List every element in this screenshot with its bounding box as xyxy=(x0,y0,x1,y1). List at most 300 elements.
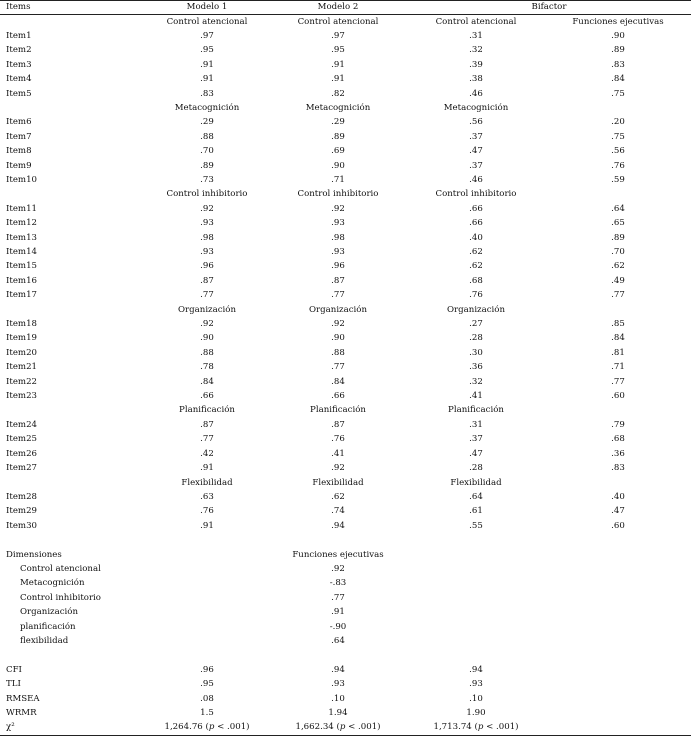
empty-cell xyxy=(407,533,545,547)
table-row xyxy=(0,418,691,432)
loading-bifactor-specific: .62 xyxy=(469,247,483,257)
empty-cell xyxy=(0,403,145,417)
table-row xyxy=(0,490,691,504)
general-factor-label: Funciones ejecutivas xyxy=(572,16,664,27)
loading-model1: .78 xyxy=(200,362,214,373)
loading-bifactor-specific: .30 xyxy=(469,347,483,358)
header-model2: Modelo 2 xyxy=(269,1,407,15)
dimension-loading: -.83 xyxy=(329,578,347,589)
p-value-text: < .001) xyxy=(345,722,381,733)
loading-model1: .91 xyxy=(200,520,214,531)
loading-model2: .89 xyxy=(331,131,345,142)
loading-bifactor-specific: .47 xyxy=(469,146,483,157)
loading-model2: .92 xyxy=(331,319,345,330)
loading-bifactor-specific: .27 xyxy=(469,319,483,330)
loading-model2: .29 xyxy=(331,117,345,128)
loading-model2: .41 xyxy=(331,448,345,459)
empty-cell xyxy=(545,101,691,115)
loading-model1: .91 xyxy=(200,463,214,474)
item-label: Item2 xyxy=(6,45,32,56)
loading-model2: .90 xyxy=(331,160,345,171)
dimension-loading: .77 xyxy=(331,592,345,603)
factor-label-bifactor: Flexibilidad xyxy=(450,477,502,488)
dimension-loading: -.90 xyxy=(329,621,347,632)
empty-cell xyxy=(0,14,145,29)
fit-model1: .96 xyxy=(200,664,214,675)
table-row xyxy=(0,87,691,101)
p-value-text: < .001) xyxy=(214,722,250,733)
item-label: Item27 xyxy=(6,463,38,474)
loading-bifactor-specific: .68 xyxy=(469,275,483,286)
loading-bifactor-general: .65 xyxy=(611,218,625,229)
item-label: Item17 xyxy=(6,290,38,301)
fit-bifactor: 1.90 xyxy=(466,707,486,718)
loading-bifactor-general: .89 xyxy=(611,232,625,243)
factor-header-row xyxy=(0,187,691,201)
loading-bifactor-general: .71 xyxy=(611,362,625,373)
loading-bifactor-general: .70 xyxy=(611,247,625,257)
loading-model1: .91 xyxy=(200,59,214,70)
item-label: Item8 xyxy=(6,146,32,157)
fit-bifactor: .10 xyxy=(469,693,483,704)
loading-model2: .92 xyxy=(331,203,345,214)
empty-cell xyxy=(407,605,545,619)
factor-label-model2: Control atencional xyxy=(297,16,379,27)
factor-label-model1: Planificación xyxy=(179,405,235,416)
table-row xyxy=(0,389,691,403)
loading-model1: .88 xyxy=(200,347,214,358)
loading-model1: .97 xyxy=(200,30,214,41)
loading-bifactor-general: .89 xyxy=(611,45,625,56)
factor-header-row xyxy=(0,403,691,417)
table-row xyxy=(0,216,691,230)
table-row xyxy=(0,432,691,446)
loading-model1: .95 xyxy=(200,45,214,56)
loading-bifactor-specific: .47 xyxy=(469,448,483,459)
header-row xyxy=(0,1,691,15)
item-label: Item28 xyxy=(6,491,38,502)
loading-model1: .73 xyxy=(200,174,214,185)
loading-model1: .90 xyxy=(200,333,214,344)
loading-bifactor-specific: .32 xyxy=(469,45,483,56)
chi-square-row xyxy=(0,720,691,735)
loading-bifactor-general: .68 xyxy=(611,434,625,445)
loading-model2: .92 xyxy=(331,463,345,474)
table-row xyxy=(0,159,691,173)
spacer-row xyxy=(0,533,691,547)
loading-model2: .84 xyxy=(331,376,345,387)
loading-bifactor-general: .79 xyxy=(611,419,625,430)
loading-model2: .87 xyxy=(331,419,345,430)
table-row xyxy=(0,231,691,245)
loading-model2: .88 xyxy=(331,347,345,358)
loading-bifactor-general: .81 xyxy=(611,347,625,358)
empty-cell xyxy=(545,562,691,576)
loading-bifactor-specific: .32 xyxy=(469,376,483,387)
item-label: Item20 xyxy=(6,347,38,358)
loading-model2: .93 xyxy=(331,247,345,257)
loading-model1: .96 xyxy=(200,261,214,272)
loading-model2: .69 xyxy=(331,146,345,157)
factor-label-model1: Organización xyxy=(178,304,236,315)
item-label: Item26 xyxy=(6,448,38,459)
loading-bifactor-general: .76 xyxy=(611,160,625,171)
item-label: Item9 xyxy=(6,160,32,171)
empty-cell xyxy=(145,648,269,662)
fit-index-row xyxy=(0,692,691,706)
spacer-row xyxy=(0,648,691,662)
factor-label-bifactor: Planificación xyxy=(448,405,504,416)
loading-model1: .98 xyxy=(200,232,214,243)
item-label: Item16 xyxy=(6,275,38,286)
fit-model2: .94 xyxy=(331,664,345,675)
loading-model1: .42 xyxy=(200,448,214,459)
empty-cell xyxy=(145,548,269,562)
item-label: Item21 xyxy=(6,362,38,373)
empty-cell xyxy=(545,476,691,490)
loading-bifactor-general: .77 xyxy=(611,376,625,387)
p-letter: p xyxy=(208,722,215,733)
loading-bifactor-specific: .46 xyxy=(469,88,483,99)
fit-bifactor: .94 xyxy=(469,664,483,675)
table-row xyxy=(0,72,691,86)
loading-bifactor-specific: .36 xyxy=(469,362,483,373)
loading-model1: .83 xyxy=(200,88,214,99)
table-row xyxy=(0,43,691,57)
item-label: Item7 xyxy=(6,131,32,142)
factor-label-bifactor: Control inhibitorio xyxy=(435,189,517,200)
table-row xyxy=(0,461,691,475)
loading-bifactor-general: .75 xyxy=(611,131,625,142)
empty-cell xyxy=(545,533,691,547)
loading-bifactor-general: .64 xyxy=(611,203,625,214)
header-model1: Modelo 1 xyxy=(145,1,269,15)
empty-cell xyxy=(545,576,691,590)
empty-cell xyxy=(545,663,691,677)
loading-bifactor-general: .20 xyxy=(611,117,625,128)
dimension-row xyxy=(0,576,691,590)
item-label: Item4 xyxy=(6,74,32,85)
item-label: Item14 xyxy=(6,247,38,257)
table-row xyxy=(0,144,691,158)
factor-header-row xyxy=(0,101,691,115)
item-label: Item29 xyxy=(6,506,38,517)
factor-header-row xyxy=(0,303,691,317)
dimension-row xyxy=(0,620,691,634)
loading-model2: .71 xyxy=(331,174,345,185)
loading-bifactor-general: .83 xyxy=(611,59,625,70)
empty-cell xyxy=(145,576,269,590)
loading-model2: .97 xyxy=(331,30,345,41)
item-label: Item6 xyxy=(6,117,32,128)
loading-model2: .74 xyxy=(331,506,345,517)
empty-cell xyxy=(545,634,691,648)
item-label: Item11 xyxy=(6,203,38,214)
dimension-row xyxy=(0,634,691,648)
loading-bifactor-general: .75 xyxy=(611,88,625,99)
factor-label-bifactor: Organización xyxy=(447,304,505,315)
item-label: Item15 xyxy=(6,261,38,272)
loading-model1: .70 xyxy=(200,146,214,157)
empty-cell xyxy=(545,403,691,417)
loading-model1: .89 xyxy=(200,160,214,171)
item-label: Item1 xyxy=(6,30,32,41)
loading-bifactor-general: .90 xyxy=(611,30,625,41)
empty-cell xyxy=(269,533,407,547)
empty-cell xyxy=(0,533,145,547)
loading-bifactor-specific: .46 xyxy=(469,174,483,185)
item-label: Item13 xyxy=(6,232,38,243)
table-body xyxy=(0,1,691,736)
loading-model1: .84 xyxy=(200,376,214,387)
fit-bifactor: .93 xyxy=(469,679,483,690)
table-row xyxy=(0,317,691,331)
loading-bifactor-specific: .66 xyxy=(469,203,483,214)
loading-model2: .76 xyxy=(331,434,345,445)
item-label: Item30 xyxy=(6,520,38,531)
empty-cell xyxy=(145,634,269,648)
item-label: Item18 xyxy=(6,319,38,330)
factor-label-model2: Flexibilidad xyxy=(312,477,364,488)
loading-bifactor-specific: .76 xyxy=(469,290,483,301)
empty-cell xyxy=(145,591,269,605)
loading-bifactor-specific: .31 xyxy=(469,419,483,430)
table-row xyxy=(0,346,691,360)
empty-cell xyxy=(0,303,145,317)
loading-bifactor-general: .84 xyxy=(611,74,625,85)
loading-bifactor-specific: .55 xyxy=(469,520,483,531)
factor-label-model2: Planificación xyxy=(310,405,366,416)
dimension-loading: .92 xyxy=(331,563,345,574)
dimension-name: Control atencional xyxy=(20,563,101,574)
loading-bifactor-general: .56 xyxy=(611,146,625,157)
loading-model1: .77 xyxy=(200,434,214,445)
empty-cell xyxy=(545,548,691,562)
chi-bifactor-value: 1,713.74 ( xyxy=(433,722,478,733)
loading-model2: .82 xyxy=(331,88,345,99)
empty-cell xyxy=(407,576,545,590)
table-row xyxy=(0,259,691,273)
loading-bifactor-specific: .61 xyxy=(469,506,483,517)
table-row xyxy=(0,375,691,389)
loading-model1: .87 xyxy=(200,419,214,430)
chi-model1 xyxy=(145,720,269,735)
loading-bifactor-general: .49 xyxy=(611,275,625,286)
loading-model1: .92 xyxy=(200,203,214,214)
table-row xyxy=(0,288,691,302)
loading-model2: .94 xyxy=(331,520,345,531)
item-label: Item23 xyxy=(6,391,38,402)
empty-cell xyxy=(269,648,407,662)
item-label: Item10 xyxy=(6,174,38,185)
loading-model2: .91 xyxy=(331,59,345,70)
loading-bifactor-specific: .37 xyxy=(469,160,483,171)
loading-bifactor-specific: .38 xyxy=(469,74,483,85)
loading-model2: .98 xyxy=(331,232,345,243)
loading-model1: .76 xyxy=(200,506,214,517)
factor-label-model1: Flexibilidad xyxy=(181,477,233,488)
table-row xyxy=(0,519,691,533)
table-row xyxy=(0,245,691,259)
fit-index-row xyxy=(0,677,691,691)
empty-cell xyxy=(145,533,269,547)
loading-model2: .77 xyxy=(331,290,345,301)
empty-cell xyxy=(145,620,269,634)
dimension-row xyxy=(0,562,691,576)
dimension-row xyxy=(0,605,691,619)
loading-bifactor-specific: .37 xyxy=(469,131,483,142)
loading-bifactor-specific: .56 xyxy=(469,117,483,128)
fit-index-row xyxy=(0,706,691,720)
loading-model1: .91 xyxy=(200,74,214,85)
chi-bifactor xyxy=(407,720,545,735)
factor-label-bifactor: Metacognición xyxy=(443,102,509,113)
loading-bifactor-general: .36 xyxy=(611,448,625,459)
loading-bifactor-general: .62 xyxy=(611,261,625,272)
chi-model1-value: 1,264.76 ( xyxy=(164,722,209,733)
empty-cell xyxy=(545,187,691,201)
dimension-loading: .64 xyxy=(331,635,345,646)
loading-bifactor-specific: .62 xyxy=(469,261,483,272)
p-letter: p xyxy=(477,722,484,733)
table-row xyxy=(0,360,691,374)
dimension-name: Control inhibitorio xyxy=(20,592,101,603)
fit-model2: .93 xyxy=(331,679,345,690)
header-bifactor: Bifactor xyxy=(407,1,691,15)
loading-bifactor-specific: .31 xyxy=(469,30,483,41)
loading-bifactor-specific: .28 xyxy=(469,333,483,344)
fit-model1: .95 xyxy=(200,679,214,690)
header-items: Items xyxy=(0,1,145,15)
chi-model2 xyxy=(269,720,407,735)
factor-header-row xyxy=(0,476,691,490)
loading-bifactor-general: .59 xyxy=(611,174,625,185)
loading-bifactor-general: .60 xyxy=(611,520,625,531)
table-row xyxy=(0,58,691,72)
dimension-name: Organización xyxy=(20,607,78,618)
empty-cell xyxy=(407,562,545,576)
fit-model1: 1.5 xyxy=(200,707,214,718)
dimension-loading: .91 xyxy=(331,607,345,618)
empty-cell xyxy=(545,620,691,634)
fit-index-label: CFI xyxy=(6,664,22,675)
empty-cell xyxy=(545,706,691,720)
fit-model2: .10 xyxy=(331,693,345,704)
empty-cell xyxy=(0,187,145,201)
chi-model2-value: 1,662.34 ( xyxy=(295,722,340,733)
loading-model1: .77 xyxy=(200,290,214,301)
table-row xyxy=(0,115,691,129)
table-row xyxy=(0,447,691,461)
loading-bifactor-general: .83 xyxy=(611,463,625,474)
item-label: Item5 xyxy=(6,88,32,99)
fit-index-row xyxy=(0,663,691,677)
empty-cell xyxy=(0,101,145,115)
loading-bifactor-general: .77 xyxy=(611,290,625,301)
loading-bifactor-specific: .37 xyxy=(469,434,483,445)
p-letter: p xyxy=(339,722,346,733)
loading-model1: .29 xyxy=(200,117,214,128)
loading-model1: .93 xyxy=(200,247,214,257)
empty-cell xyxy=(0,476,145,490)
table-row xyxy=(0,173,691,187)
loading-bifactor-general: .85 xyxy=(611,319,625,330)
empty-cell xyxy=(545,605,691,619)
factor-label-model2: Metacognición xyxy=(305,102,371,113)
dimensions-label: Dimensiones xyxy=(6,549,62,560)
factor-label-model2: Control inhibitorio xyxy=(297,189,379,200)
empty-cell xyxy=(0,648,145,662)
loading-model2: .93 xyxy=(331,218,345,229)
loading-model2: .96 xyxy=(331,261,345,272)
loading-model1: .63 xyxy=(200,491,214,502)
factor-label-model1: Control inhibitorio xyxy=(166,189,248,200)
item-label: Item22 xyxy=(6,376,38,387)
loading-model1: .93 xyxy=(200,218,214,229)
loading-model2: .90 xyxy=(331,333,345,344)
loading-model1: .88 xyxy=(200,131,214,142)
loading-bifactor-specific: .64 xyxy=(469,491,483,502)
factor-label-model1: Metacognición xyxy=(174,102,240,113)
item-label: Item19 xyxy=(6,333,38,344)
dimension-name: planificación xyxy=(20,621,76,632)
loading-model2: .77 xyxy=(331,362,345,373)
loading-model2: .95 xyxy=(331,45,345,56)
empty-cell xyxy=(407,634,545,648)
dimensions-general-label: Funciones ejecutivas xyxy=(292,549,384,560)
table-row xyxy=(0,504,691,518)
empty-cell xyxy=(407,620,545,634)
empty-cell xyxy=(545,720,691,735)
item-label: Item12 xyxy=(6,218,38,229)
fit-index-label: TLI xyxy=(6,679,21,690)
loading-bifactor-specific: .28 xyxy=(469,463,483,474)
p-value-text: < .001) xyxy=(483,722,519,733)
dimension-name: Metacognición xyxy=(20,578,85,589)
table-row xyxy=(0,331,691,345)
loading-model1: .66 xyxy=(200,391,214,402)
empty-cell xyxy=(407,591,545,605)
loading-bifactor-specific: .40 xyxy=(469,232,483,243)
loading-model2: .87 xyxy=(331,275,345,286)
item-label: Item3 xyxy=(6,59,32,70)
fit-index-label: WRMR xyxy=(6,707,37,718)
item-label: Item25 xyxy=(6,434,38,445)
factor-label-model1: Control atencional xyxy=(166,16,248,27)
loading-bifactor-general: .40 xyxy=(611,491,625,502)
loading-model1: .92 xyxy=(200,319,214,330)
dimensions-header-row xyxy=(0,548,691,562)
item-label: Item24 xyxy=(6,419,38,430)
loading-bifactor-general: .47 xyxy=(611,506,625,517)
table-row xyxy=(0,274,691,288)
loading-bifactor-general: .60 xyxy=(611,391,625,402)
loading-model2: .91 xyxy=(331,74,345,85)
fit-index-label: RMSEA xyxy=(6,693,40,704)
loading-model2: .62 xyxy=(331,491,345,502)
empty-cell xyxy=(545,677,691,691)
factor-label-model2: Organización xyxy=(309,304,367,315)
loading-bifactor-specific: .66 xyxy=(469,218,483,229)
table-row xyxy=(0,130,691,144)
empty-cell xyxy=(145,605,269,619)
empty-cell xyxy=(545,648,691,662)
empty-cell xyxy=(407,548,545,562)
factor-label-bifactor: Control atencional xyxy=(435,16,517,27)
table-row xyxy=(0,29,691,43)
chi-square-label: χ² xyxy=(0,720,145,735)
loading-bifactor-general: .84 xyxy=(611,333,625,344)
